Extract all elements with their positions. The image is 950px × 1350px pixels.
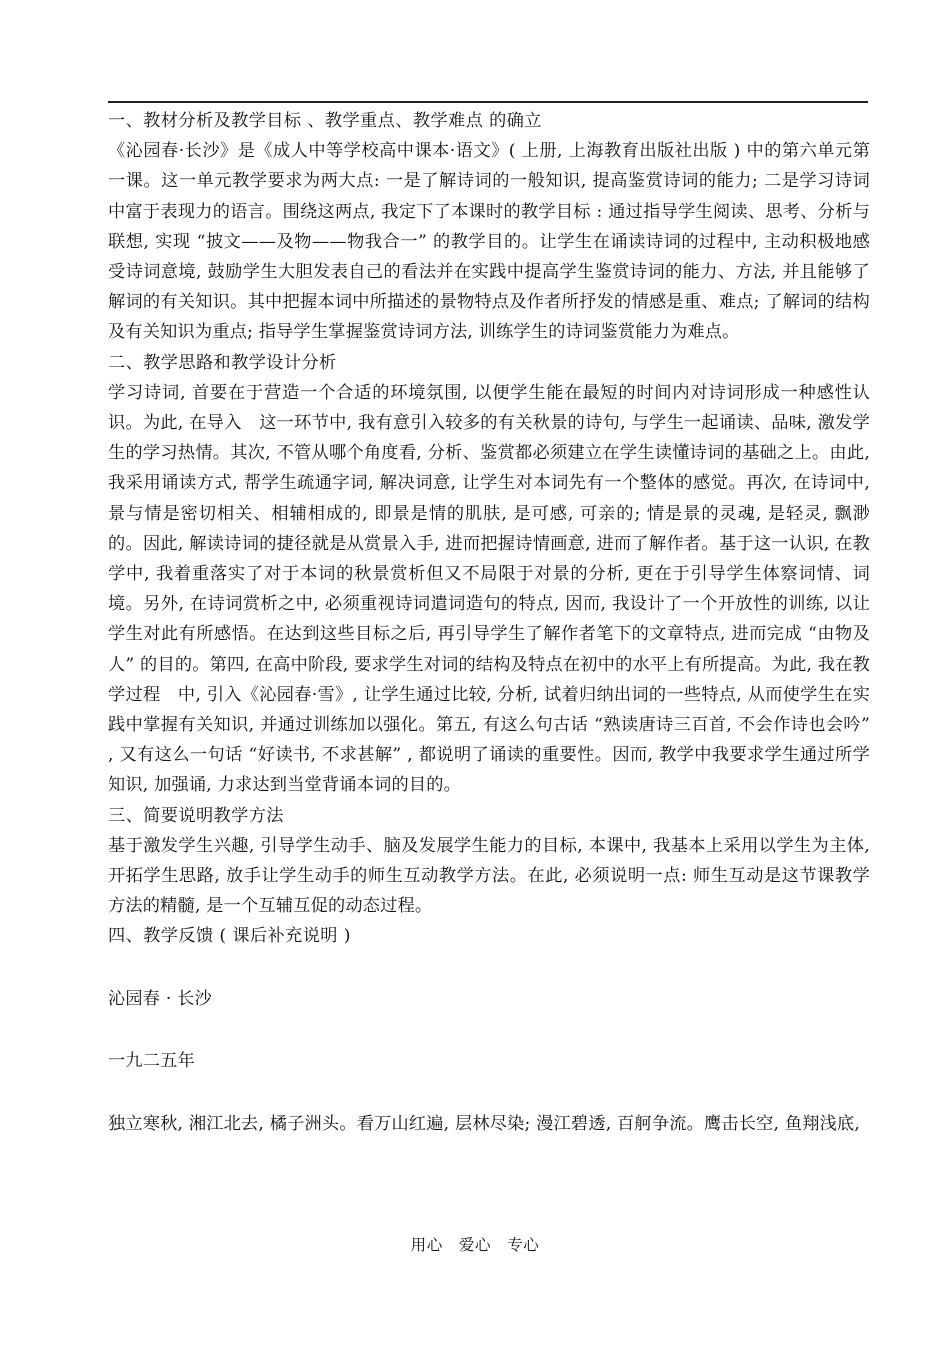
poem-text: 独立寒秋, 湘江北去, 橘子洲头。看万山红遍, 层林尽染; 漫江碧透, 百舸争流。鹰击长空, 鱼翔浅底, <box>108 1114 861 1135</box>
section-1-body: 《沁园春·长沙》是《成人中等学校高中课本·语文》( 上册, 上海教育出版社出版 ) 中的第六单元第一课。这一单元教学要求为两大点: 一是了解诗词的一般知识, 提高鉴赏诗词的能力; 二是学习诗词中富于表现力的语言。围绕这两点, 我定下了本课时的教学目标 : 通过指导学生阅读、思考、分析与联想, 实现 “披文——及物——物我合一” 的教学目的。让学生在诵读诗词的过程中, 主动积极地感受诗词意境, 鼓励学生大胆发表自己的看法并在实践中提高学生鉴赏诗词的能力、方法, 并且能够了解词的有关知识。其中把握本词中所描述的景物特点及作者所抒发的情感是重、难点; 了解词的结构及有关知识为重点; 指导学生掌握鉴赏诗词方法, 训练学生的诗词鉴赏能力为难点。 <box>108 141 870 343</box>
header-rule <box>108 101 868 103</box>
section-3-heading: 三、简要说明教学方法 <box>108 805 284 826</box>
section-4-heading: 四、教学反馈 ( 课后补充说明 ) <box>108 926 351 947</box>
section-2-heading: 二、教学思路和教学设计分析 <box>108 352 337 373</box>
poem-year: 一九二五年 <box>108 1050 195 1071</box>
document-body <box>108 106 870 1139</box>
page-footer: 用心 爱心 专心 <box>410 1236 540 1254</box>
section-1-heading: 一、教材分析及教学目标 、教学重点、教学难点 的确立 <box>108 111 542 131</box>
section-3-body: 基于激发学生兴趣, 引导学生动手、脑及发展学生能力的目标, 本课中, 我基本上采用以学生为主体, 开拓学生思路, 放手让学生动手的师生互动教学方法。在此, 必须说明一点: 师生互动是这节课教学方法的精髓, 是一个互辅互促的动态过程。 <box>108 835 870 917</box>
section-2-body: 学习诗词, 首要在于营造一个合适的环境氛围, 以便学生能在最短的时间内对诗词形成一种感性认识。为此, 在导入 这一环节中, 我有意引入较多的有关秋景的诗句, 与学生一起诵读、品味, 激发学生的学习热情。其次, 不管从哪个角度看, 分析、鉴赏都必须建立在学生读懂诗词的基础之上。由此, 我采用诵读方式, 帮学生疏通字词, 解决词意, 让学生对本词先有一个整体的感觉。再次, 在诗词中, 景与情是密切相关、相辅相成的, 即景是情的肌肤, 是可感, 可亲的; 情是景的灵魂, 是轻灵, 飘渺的。因此, 解读诗词的捷径就是从赏景入手, 进而把握诗情画意, 进而了解作者。基于这一认识, 在教学中, 我着重落实了对于本词的秋景赏析但又不局限于对景的分析, 更在于引导学生体察词情、词境。另外, 在诗词赏析之中, 必须重视诗词遣词造句的特点, 因而, 我设计了一个开放性的训练, 以让学生对此有所感悟。在达到这些目标之后, 再引导学生了解作者笔下的文章特点, 进而完成 “由物及人” 的目的。第四, 在高中阶段, 要求学生对词的结构及特点在初中的水平上有所提高。为此, 我在教学过程 中, 引入《沁园春·雪》, 让学生通过比较, 分析, 试着归纳出词的一些特点, 从而使学生在实践中掌握有关知识, 并通过训练加以强化。第五, 有这么句古话 “熟读唐诗三百首, 不会作诗也会吟” , 又有这么一句话 “好读书, 不求甚解” , 都说明了诵读的重要性。因而, 教学中我要求学生通过所学知识, 加强诵, 力求达到当堂背诵本词的目的。 <box>108 382 870 796</box>
poem-title: 沁园春 · 长沙 <box>108 988 212 1009</box>
